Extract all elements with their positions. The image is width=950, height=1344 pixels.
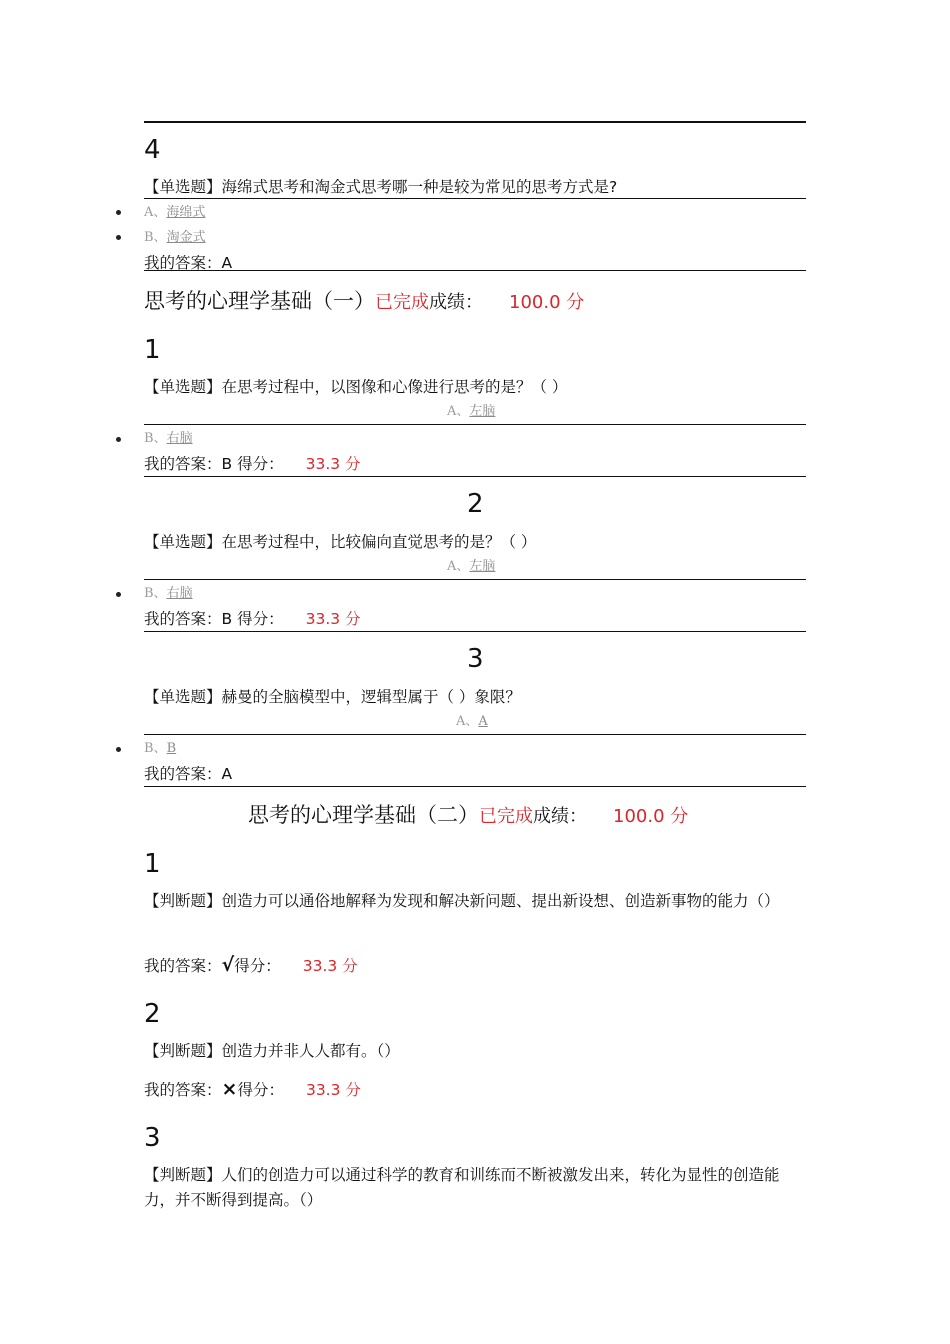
option-b[interactable]: B、B xyxy=(144,741,177,756)
bullet-icon xyxy=(116,235,121,240)
divider xyxy=(144,786,806,787)
divider xyxy=(144,579,806,580)
divider xyxy=(144,424,806,425)
my-answer: 我的答案：√得分： 33.3 分 xyxy=(144,954,358,976)
divider xyxy=(144,631,806,632)
my-answer: 我的答案：×得分： 33.3 分 xyxy=(144,1078,361,1100)
question-number: 2 xyxy=(144,999,161,1029)
bullet-icon xyxy=(116,592,121,597)
question-text: 【判断题】创造力并非人人都有。（） xyxy=(144,1042,400,1060)
my-answer: 我的答案：A xyxy=(144,765,233,783)
option-b[interactable]: B、右脑 xyxy=(144,431,193,446)
option-b[interactable]: B、右脑 xyxy=(144,586,193,601)
divider xyxy=(144,270,806,271)
question-number: 1 xyxy=(144,335,161,365)
option-b[interactable]: B、淘金式 xyxy=(144,230,206,245)
divider xyxy=(144,476,806,477)
question-number: 4 xyxy=(144,135,161,165)
option-a[interactable]: A、A xyxy=(456,714,488,729)
my-answer: 我的答案：A xyxy=(144,254,233,272)
my-answer: 我的答案：B 得分： 33.3 分 xyxy=(144,455,361,473)
section-title: 思考的心理学基础（一）已完成成绩： 100.0 分 xyxy=(144,289,585,313)
my-answer: 我的答案：B 得分： 33.3 分 xyxy=(144,610,361,628)
option-a[interactable]: A、海绵式 xyxy=(144,205,206,220)
question-number: 3 xyxy=(144,1123,161,1153)
question-text: 【单选题】赫曼的全脑模型中，逻辑型属于（ ）象限？ xyxy=(144,688,521,706)
question-text: 【判断题】创造力可以通俗地解释为发现和解决新问题、提出新设想、创造新事物的能力（） xyxy=(144,892,780,910)
question-number: 1 xyxy=(144,849,161,879)
question-text: 【单选题】海绵式思考和淘金式思考哪一种是较为常见的思考方式是? xyxy=(144,178,618,196)
option-a[interactable]: A、左脑 xyxy=(447,559,496,574)
question-number: 3 xyxy=(467,644,484,674)
question-text: 【单选题】在思考过程中，比较偏向直觉思考的是？（ ） xyxy=(144,533,537,551)
option-a[interactable]: A、左脑 xyxy=(447,404,496,419)
bullet-icon xyxy=(116,437,121,442)
question-text: 【单选题】在思考过程中，以图像和心像进行思考的是？（ ） xyxy=(144,378,568,396)
section-title: 思考的心理学基础（二）已完成成绩： 100.0 分 xyxy=(248,803,689,827)
divider xyxy=(144,734,806,735)
question-text: 【判断题】人们的创造力可以通过科学的教育和训练而不断被激发出来，转化为显性的创造能力，并不断得到提高。（） xyxy=(144,1166,780,1209)
bullet-icon xyxy=(116,747,121,752)
divider xyxy=(144,198,806,199)
bullet-icon xyxy=(116,210,121,215)
divider xyxy=(144,121,806,123)
question-number: 2 xyxy=(467,489,484,519)
